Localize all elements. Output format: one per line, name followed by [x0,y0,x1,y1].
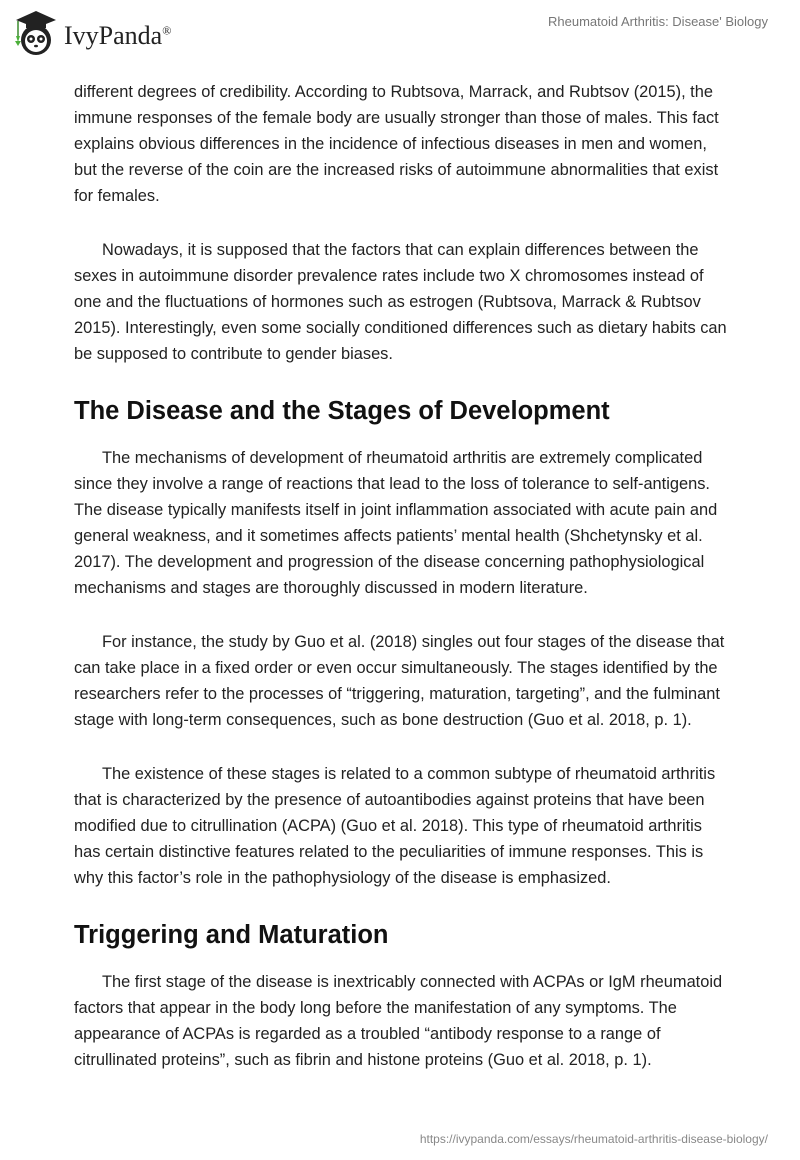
source-url[interactable]: https://ivypanda.com/essays/rheumatoid-arthritis-disease-biology/ [419,1132,768,1146]
paragraph: For instance, the study by Guo et al. (2018) singles out four stages of the disease that can take place in a fixed order or even occur simultaneously. The stages identified by the researchers refer to the processes of “triggering, maturation, targeting”, and the fulminant stage with long-term consequences, such as bone destruction (Guo et al. 2018, p. 1). [74,633,725,729]
paragraph: Nowadays, it is supposed that the factors that can explain differences between the sexes in autoimmune disorder prevalence rates include two X chromosomes instead of one and the fluctuations of hormones such as estrogen (Rubtsova, Marrack & Rubtsov 2015). Interestingly, even some socially conditioned differences such as dietary habits can be supposed to contribute to gender biases. [74,241,727,363]
section-heading: The Disease and the Stages of Development [74,397,610,425]
section-heading: Triggering and Maturation [74,921,389,949]
paragraph: The first stage of the disease is inextricably connected with ACPAs or IgM rheumatoid factors that appear in the body long before the manifestation of any symptoms. The appearance of ACPAs is regarded as a troubled “antibody response to a range of citrullinated proteins”, such as fibrin and histone proteins (Guo et al. 2018, p. 1). [74,973,723,1069]
ivypanda-logo[interactable] [12,8,171,58]
panda-graduate-icon [12,8,60,58]
paragraph: The mechanisms of development of rheumatoid arthritis are extremely complicated since they involve a range of reactions that lead to the loss of tolerance to self-antigens. The disease typically manifests itself in joint inflammation associated with acute pain and general weakness, and it sometimes affects patients’ mental health (Shchetynsky et al. 2017). The development and progression of the disease concerning pathophysiological mechanisms and stages are thoroughly discussed in modern literature. [74,449,718,597]
paragraph: different degrees of credibility. According to Rubtsova, Marrack, and Rubtsov (2015), the immune responses of the female body are usually stronger than those of males. This fact explains obvious differences in the incidence of infectious diseases in men and women, but the reverse of the coin are the increased risks of autoimmune abnormalities that exist for females. [74,83,719,205]
article-body [74,79,730,1101]
document-title: Rheumatoid Arthritis: Disease' Biology [548,14,768,29]
paragraph: The existence of these stages is related to a common subtype of rheumatoid arthritis that is characterized by the presence of autoantibodies against proteins that have been modified due to citrullination (ACPA) (Guo et al. 2018). This type of rheumatoid arthritis has certain distinctive features related to the peculiarities of immune responses. This is why this factor’s role in the pathophysiology of the disease is emphasized. [74,765,716,887]
logo-text: IvyPanda® [64,21,172,50]
